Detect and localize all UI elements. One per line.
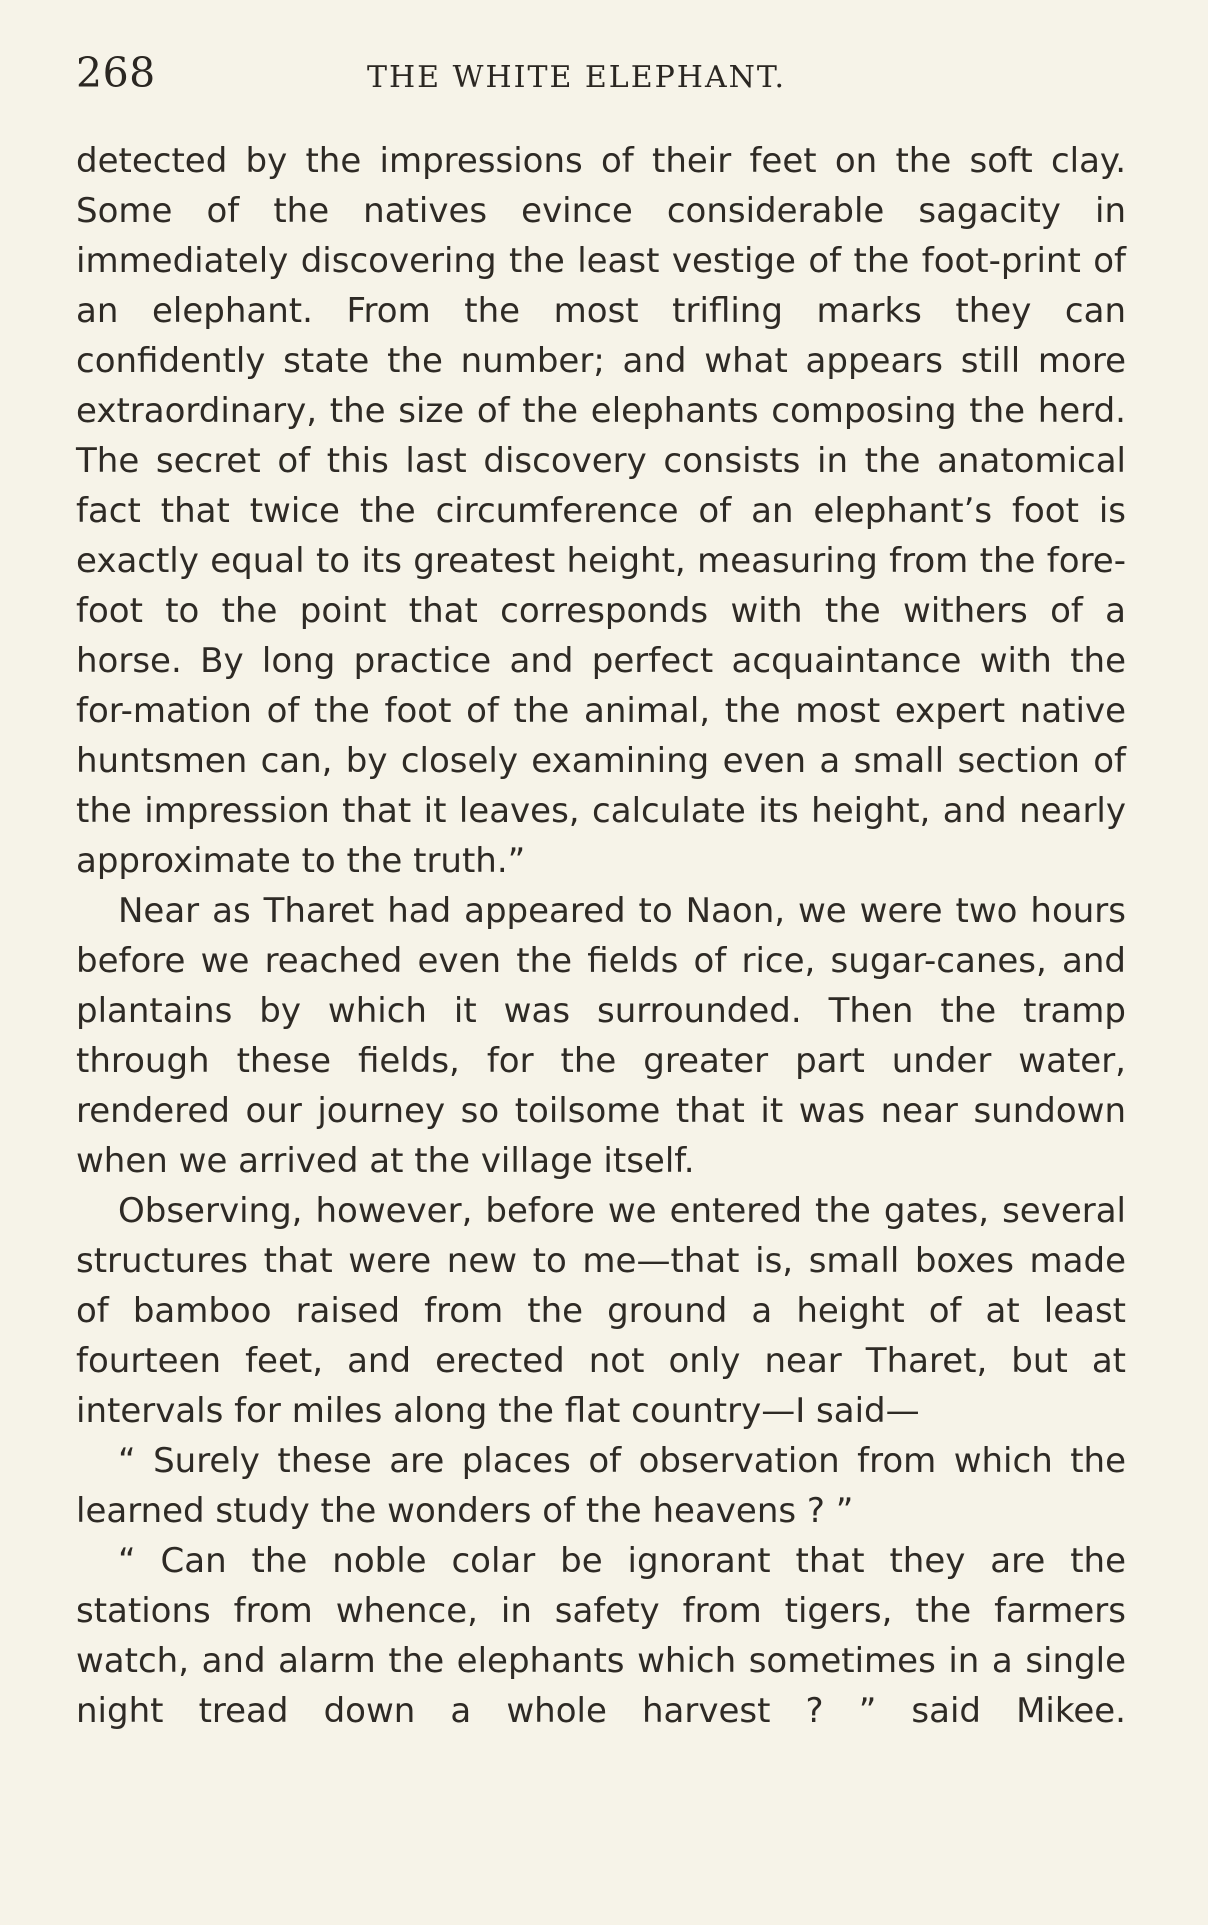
page-number: 268	[76, 49, 156, 97]
paragraph: “ Can the noble colar be ignorant that they are the stations from whence, in safety from tigers, the farmers watch, and alarm the elephants which sometimes in a single night tread down a whole harvest ? ” said Mikee.	[76, 1541, 1126, 1731]
running-head: THE WHITE ELEPHANT.	[367, 60, 787, 95]
body-text	[76, 136, 1126, 1736]
paragraph: “ Surely these are places of observation from which the learned study the wonders of the heavens ? ”	[76, 1441, 1126, 1531]
paragraph: detected by the impressions of their feet on the soft clay. Some of the natives evince considerable sagacity in immediately discovering the least vestige of the foot-print of an elephant. From the most trifling marks they can confidently state the number; and what appears still more extraordinary, the size of the elephants composing the herd. The secret of this last discovery consists in the anatomical fact that twice the circumference of an elephant’s foot is exactly equal to its greatest height, measuring from the fore-foot to the point that corresponds with the withers of a horse. By long practice and perfect acquaintance with the for-mation of the foot of the animal, the most expert native huntsmen can, by closely examining even a small section of the impression that it leaves, calculate its height, and nearly approximate to the truth.”	[76, 141, 1126, 881]
page-header	[76, 48, 1126, 98]
paragraph: Observing, however, before we entered the gates, several structures that were new to me—that is, small boxes made of bamboo raised from the ground a height of at least fourteen feet, and erected not only near Tharet, but at intervals for miles along the flat country—I said—	[76, 1191, 1126, 1431]
paragraph: Near as Tharet had appeared to Naon, we were two hours before we reached even the fields of rice, sugar-canes, and plantains by which it was surrounded. Then the tramp through these fields, for the greater part under water, rendered our journey so toilsome that it was near sundown when we arrived at the village itself.	[76, 891, 1126, 1181]
